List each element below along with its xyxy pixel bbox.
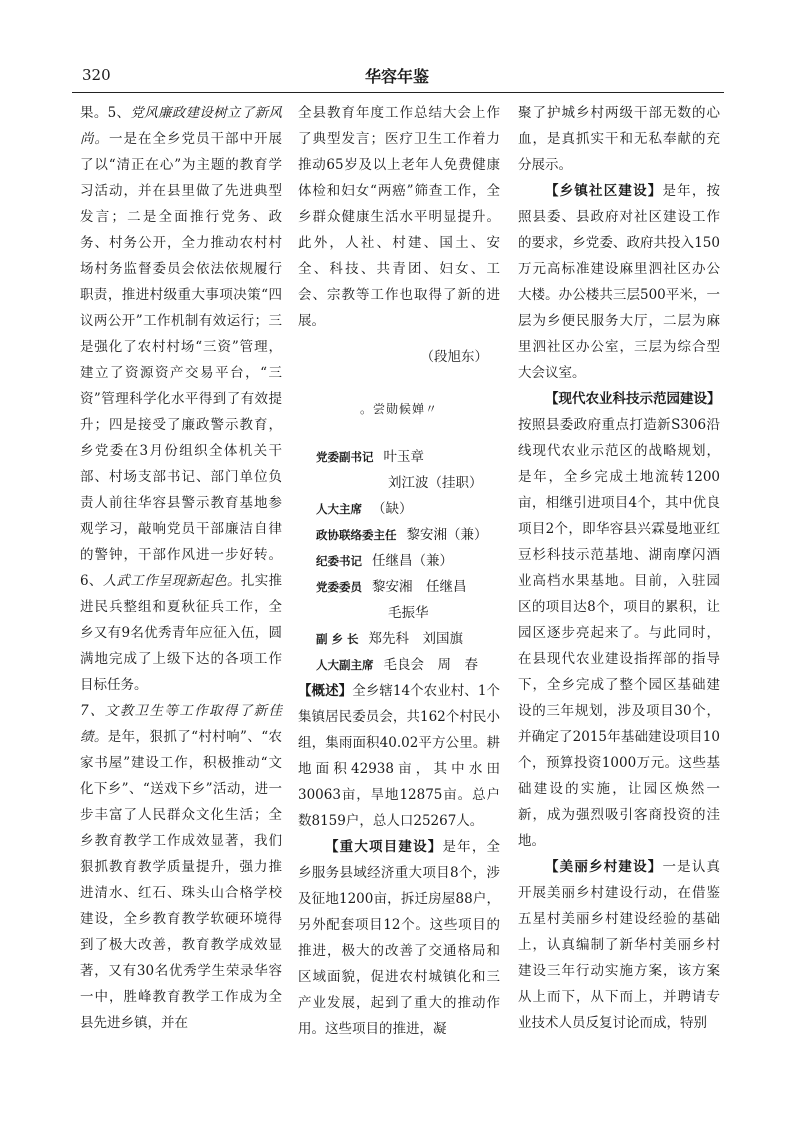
text-run: 全乡辖14个农业村、1个集镇居民委员会，共162个村民小组，集雨面积40.02平方公里。耕地面积42938亩，其中水田30063亩，旱地12875亩。总户数8159户，总人口25267人。 <box>298 683 500 829</box>
role-title: 副 乡 长 <box>316 632 359 646</box>
text-run: 果。5、 <box>80 105 131 121</box>
paragraph: 全县教育年度工作总结大会上作了典型发言；医疗卫生工作着力推动65岁及以上老年人免费健康体检和妇女“两癌”筛查工作，全乡群众健康生活水平明显提升。此外，人社、村建、国土、安全、科技、共青团、妇女、工会、宗教等工作也取得了新的进展。 <box>298 105 500 329</box>
section-heading: 【重大项目建设】 <box>325 839 443 855</box>
text-run: 是年，狠抓了“村村响”、“农家书屋”建设工作，积极推动“文化下乡”、“送戏下乡”活动，进一步丰富了人民群众文化生活；全乡教育教学工作成效显著，我们狠抓教育教学质量提升，强力推进清水、红石、珠头山合格学校建设，全乡教育教学软硬环境得到了极大改善，教育教学成效显著，又有30名优秀学生荣录华容一中，胜峰教育教学工作成为全县先进乡镇，并在 <box>80 729 282 1031</box>
role-title: 政协联络委主任 <box>316 528 397 542</box>
paragraph <box>518 854 720 1036</box>
paragraph <box>80 100 282 698</box>
section-heading: 【美丽乡村建设】 <box>545 859 663 875</box>
roster-row <box>316 600 500 626</box>
section-heading: 【现代农业科技示范园建设】 <box>545 391 721 407</box>
paragraph <box>298 678 500 834</box>
role-names: 黎安湘（兼） <box>406 527 488 543</box>
section-heading: 【乡镇社区建设】 <box>545 183 663 199</box>
column-3 <box>518 100 720 1036</box>
text-run: 是年，全乡服务县域经济重大项目8个，涉及征地1200亩，拆迁房屋88户，另外配套项目12个。这些项目的推进，极大的改善了交通格局和区域面貌，促进农村城镇化和三产业发展，起到了重大的推动作用。这些项目的推进，凝 <box>298 839 501 1037</box>
text-run: 是年，按照县委、县政府对社区建设工作的要求，乡党委、政府共投入150万元高标准建设麻里泗社区办公大楼。办公楼共三层500平米，一层为乡便民服务大厅，二层为麻里泗社区办公室，三层为综合型大会议室。 <box>518 183 721 381</box>
role-names: 毛良会 周 春 <box>383 657 478 673</box>
item-heading: 党风廉政建设树立了新风尚。 <box>80 105 283 147</box>
role-names: 叶玉章 <box>383 449 424 465</box>
paragraph: 聚了护城乡村两级干部无数的心血，是真抓实干和无私奉献的充分展示。 <box>518 105 720 173</box>
item-heading: 7、文教卫生等工作取得了新佳绩。 <box>80 703 282 745</box>
header-rule <box>72 92 724 93</box>
column-2 <box>298 100 500 1042</box>
roster-row <box>316 548 500 574</box>
text-run: 一是在全乡党员干部中开展了以“清正在心”为主题的教育学习活动，并在县里做了先进典型发言；二是全面推行党务、政务、村务公开，全力推动农村村场村务监督委员会依法依规履行职责，推进村级重大事项决策“四议两公开”工作机制有效运行；三是强化了农村村场“三资”管理，建立了资源资产交易平台，“三资”管理科学化水平得到了有效提升；四是接受了廉政警示教育，乡党委在3月份组织全体机关干部、村场支部书记、部门单位负责人前往华容县警示教育基地参观学习，敲响党员干部廉洁自律的警钟，干部作风进一步好转。6、 <box>80 131 282 589</box>
role-title: 纪委书记 <box>316 554 362 568</box>
section-title: 。尝勋候婵〃 <box>359 402 438 416</box>
roster-row <box>316 574 500 600</box>
author-credit: （段旭东） <box>420 349 488 365</box>
page-header <box>72 58 722 88</box>
text-run: 扎实推进民兵整组和夏秋征兵工作，全乡又有9名优秀青年应征入伍，圆满地完成了上级下达的各项工作目标任务。 <box>80 573 283 693</box>
role-title: 党委副书记 <box>316 450 374 464</box>
role-names: （缺） <box>372 501 413 517</box>
roster-row <box>316 626 500 652</box>
section-heading: 【概述】 <box>298 683 353 699</box>
role-title: 党委委员 <box>316 580 362 594</box>
paragraph <box>518 386 720 854</box>
text-run: 一是认真开展美丽乡村建设行动，在借鉴五星村美丽乡村建设经验的基础上，认真编制了新华村美丽乡村建设三年行动实施方案，该方案从上而下，从下而上，并聘请专业技术人员反复讨论而成，特别 <box>518 859 721 1031</box>
roster-row <box>316 522 500 548</box>
paragraph <box>80 698 282 1036</box>
role-names: 黎安湘 任继昌 <box>372 579 467 595</box>
text-run: 按照县委政府重点打造新S306沿线现代农业示范区的战略规划，是年，全乡完成土地流转1200亩，相继引进项目4个，其中优良项目2个，即华容县兴霖曼地亚红豆杉科技示范基地、湖南摩闪酒业高档水果基地。目前，入驻园区的项目达8个，项目的累积，让园区逐步亮起来了。与此同时，在县现代农业建设指挥部的指导下，全乡完成了整个园区基础建设的三年规划，涉及项目30个，并确定了2015年基础建设项目10个，预算投资1000万元。这些基础建设的实施，让园区焕然一新，成为强烈吸引客商投资的洼地。 <box>518 417 720 849</box>
role-title: 人大主席 <box>316 502 362 516</box>
roster-row <box>316 652 500 678</box>
roster-row <box>316 470 500 496</box>
leadership-roster <box>316 444 500 678</box>
column-1 <box>80 100 282 1036</box>
role-names: 刘江波（挂职） <box>388 475 483 491</box>
roster-row <box>316 496 500 522</box>
role-title: 人大副主席 <box>316 658 374 672</box>
running-title: 华容年鉴 <box>364 67 429 86</box>
paragraph <box>518 178 720 386</box>
roster-row <box>316 444 500 470</box>
item-heading: 人武工作呈现新起色。 <box>102 573 241 589</box>
role-names: 毛振华 <box>388 605 429 621</box>
page-number: 320 <box>82 66 111 84</box>
role-names: 郑先科 刘国旗 <box>368 631 464 647</box>
role-names: 任继昌（兼） <box>372 553 453 569</box>
paragraph <box>298 834 500 1042</box>
